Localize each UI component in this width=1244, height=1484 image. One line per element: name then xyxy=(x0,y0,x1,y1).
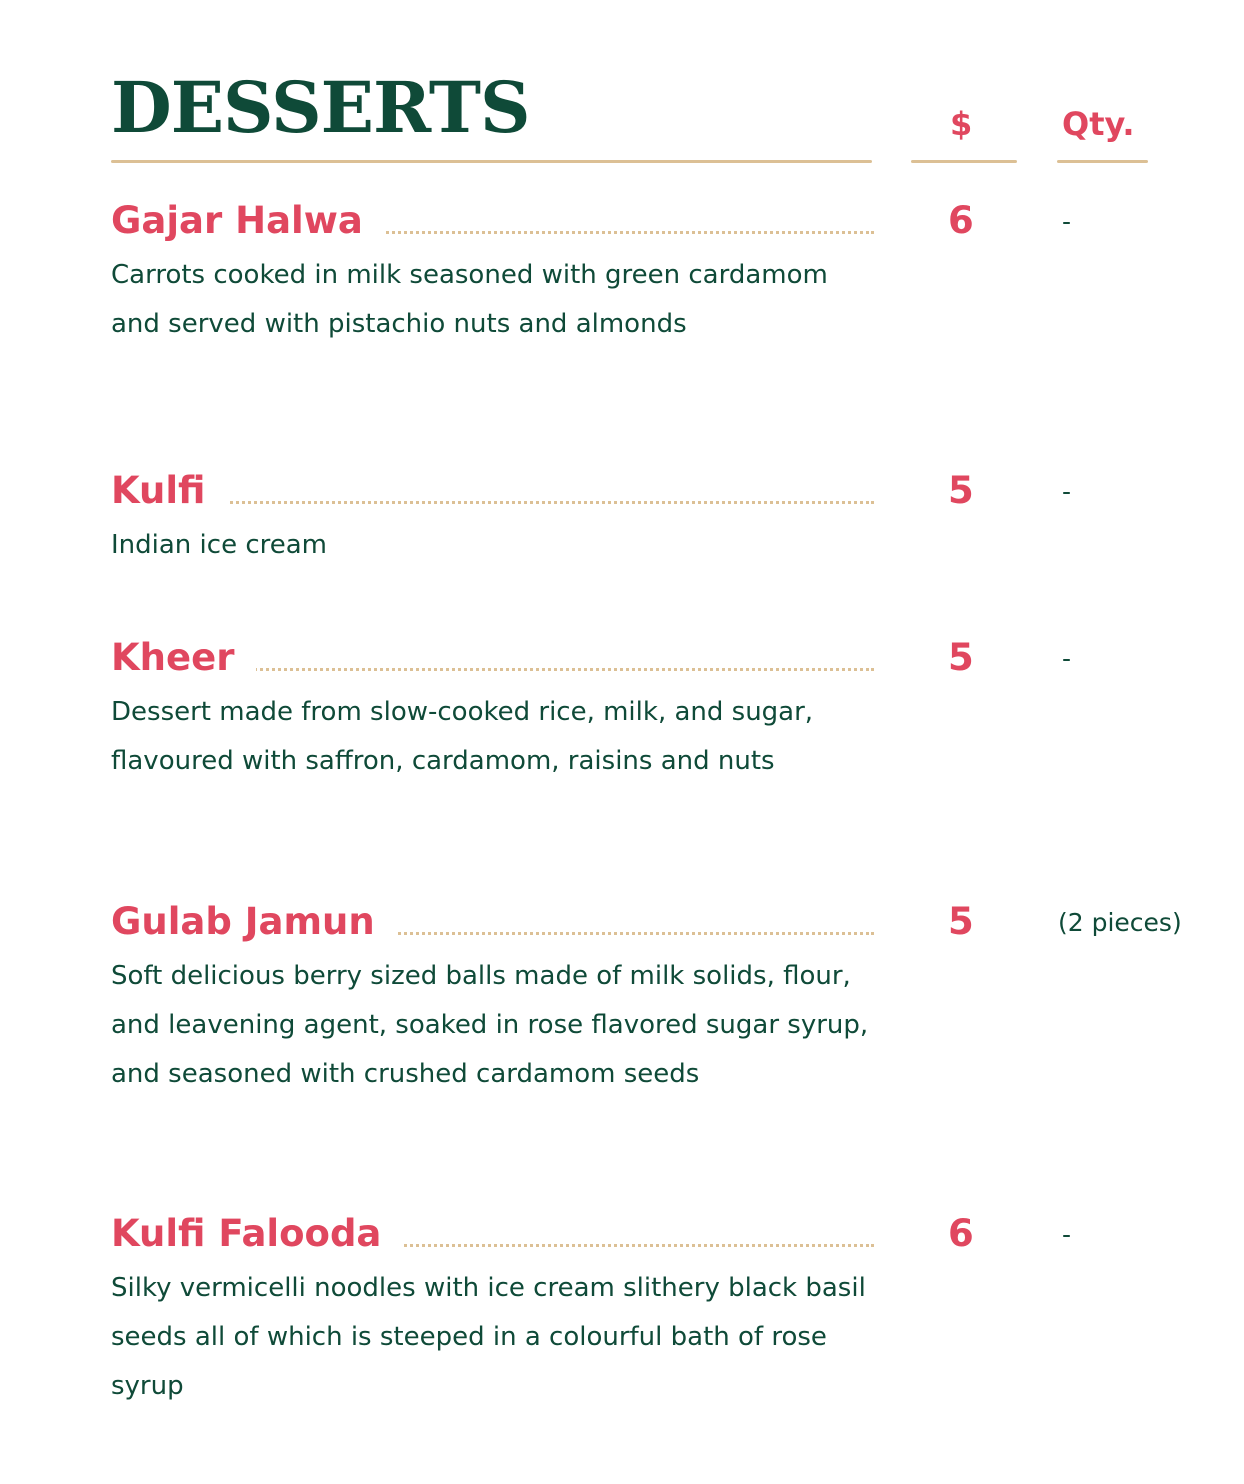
item-price: 5 xyxy=(948,469,974,512)
item-qty: - xyxy=(1062,644,1072,673)
item-name: Kheer xyxy=(111,635,256,681)
qty-column-header: Qty. xyxy=(1062,105,1135,143)
item-price: 5 xyxy=(948,636,974,679)
price-column-header: $ xyxy=(950,105,973,143)
item-qty: - xyxy=(1062,477,1072,506)
item-description: Silky vermicelli noodles with ice cream slithery black basil seeds all of which is steeped in a colourful bath of rose syrup xyxy=(111,1273,866,1401)
item-name: Kulfi Falooda xyxy=(111,1211,403,1257)
item-description: Carrots cooked in milk seasoned with green cardamom and served with pistachio nuts and almonds xyxy=(111,260,828,339)
item-price: 6 xyxy=(948,199,974,242)
item-description: Indian ice cream xyxy=(111,530,327,560)
item-name: Gulab Jamun xyxy=(111,899,397,945)
item-qty: (2 pieces) xyxy=(1058,908,1182,937)
item-description: Dessert made from slow-cooked rice, milk, and sugar, flavoured with saffron, cardamom, raisins and nuts xyxy=(111,697,814,776)
title-divider xyxy=(111,160,872,163)
item-qty: - xyxy=(1062,1220,1072,1249)
item-description: Soft delicious berry sized balls made of milk solids, flour, and leavening agent, soaked in rose flavored sugar syrup, and seasoned with crushed cardamom seeds xyxy=(111,961,869,1089)
item-name: Gajar Halwa xyxy=(111,198,385,244)
item-price: 6 xyxy=(948,1212,974,1255)
qty-header-divider xyxy=(1057,160,1148,163)
item-name: Kulfi xyxy=(111,468,227,514)
item-qty: - xyxy=(1062,207,1072,236)
menu-title: DESSERTS xyxy=(111,66,530,149)
item-price: 5 xyxy=(948,900,974,943)
price-header-divider xyxy=(911,160,1017,163)
